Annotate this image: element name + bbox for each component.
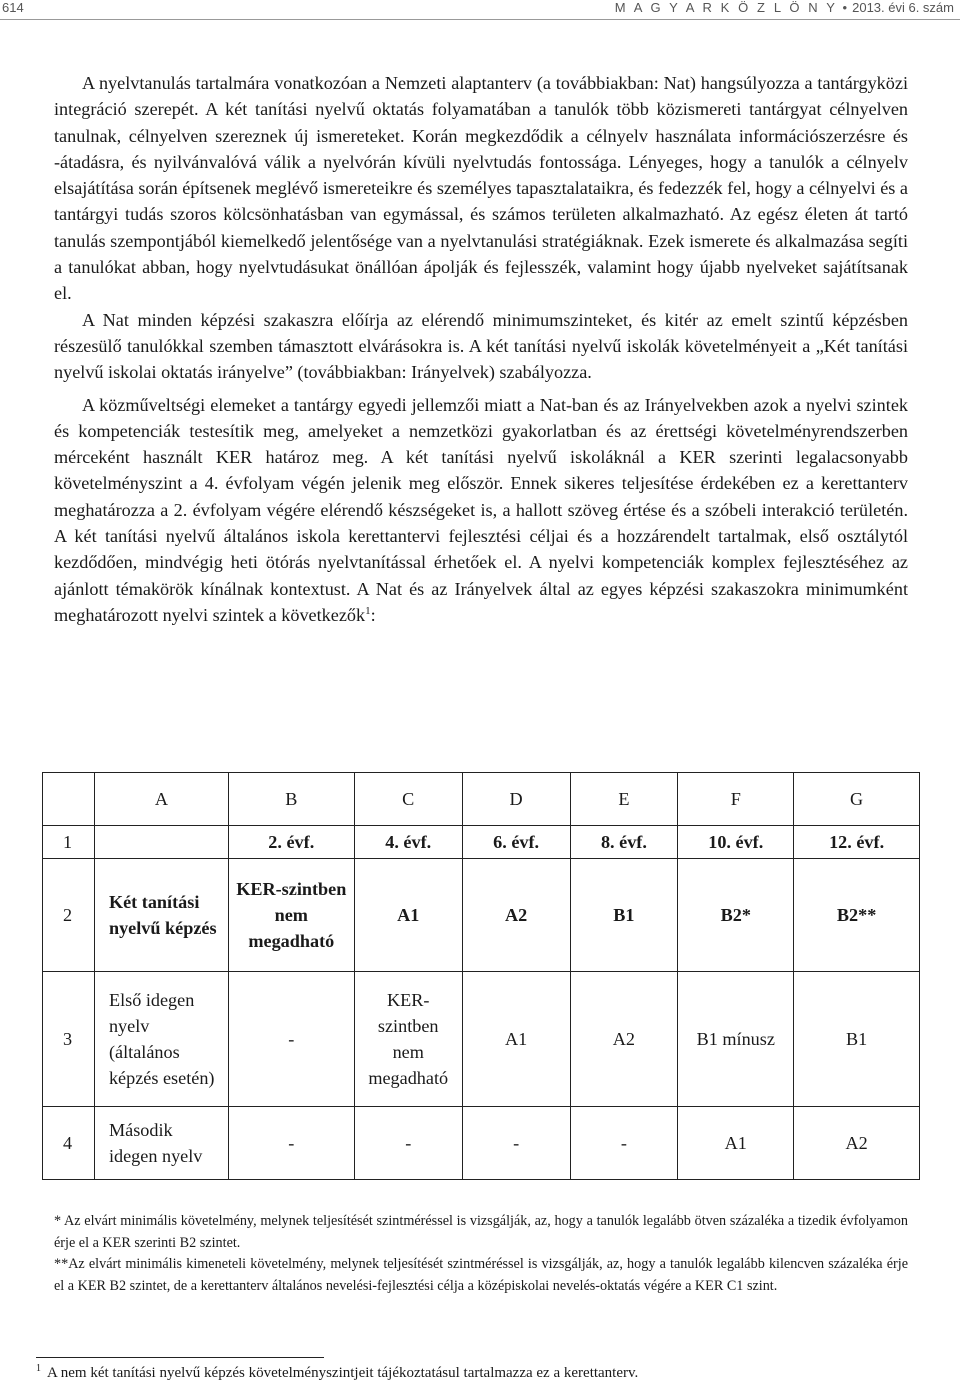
table-cell: 12. évf. (794, 826, 920, 859)
table-cell: A2 (462, 859, 570, 972)
table-cell: - (570, 1107, 678, 1180)
table-notes (54, 1211, 908, 1297)
column-header: G (794, 773, 920, 826)
row-label: Első idegen nyelv (általános képzés esetén) (94, 972, 228, 1107)
table-cell: - (228, 1107, 354, 1180)
body-text (54, 70, 908, 628)
column-header: F (678, 773, 794, 826)
footnote-mark: 1 (36, 1363, 41, 1374)
table-header-row (43, 773, 920, 826)
row-number: 4 (43, 1107, 95, 1180)
table-row (43, 1107, 920, 1180)
column-header: E (570, 773, 678, 826)
footnote-rule (36, 1357, 324, 1358)
footnote (36, 1363, 638, 1383)
row-label: Két tanítási nyelvű képzés (94, 859, 228, 972)
table-cell: 10. évf. (678, 826, 794, 859)
table-row (43, 859, 920, 972)
journal-name: M A G Y A R K Ö Z L Ö N Y (614, 0, 838, 15)
column-header: D (462, 773, 570, 826)
row-number: 3 (43, 972, 95, 1107)
row-label: Második idegen nyelv (94, 1107, 228, 1180)
note-double-star: **Az elvárt minimális kimeneteli követelmény, melynek teljesítését szintméréssel is vizsgálják, az, hogy a tanulók legalább kilencven százaléka érje el a KER B2 szintet, de a kerettanterv általános nevelési-fejlesztési célja a középiskolai nevelés-oktatás végére a KER C1 szint. (54, 1256, 908, 1294)
table-cell: 2. évf. (228, 826, 354, 859)
table-row (43, 826, 920, 859)
column-header: A (94, 773, 228, 826)
table-cell: A2 (794, 1107, 920, 1180)
row-number: 2 (43, 859, 95, 972)
paragraph-3-end: : (370, 604, 376, 625)
page-header (0, 0, 960, 22)
column-header: C (354, 773, 462, 826)
table-cell: A1 (354, 859, 462, 972)
table-cell: KER-szintben nem megadható (228, 859, 354, 972)
table-cell: 8. évf. (570, 826, 678, 859)
table-cell: - (354, 1107, 462, 1180)
table-cell: B2* (678, 859, 794, 972)
language-levels-table (42, 772, 920, 1180)
table-cell: A1 (678, 1107, 794, 1180)
footnote-text: A nem két tanítási nyelvű képzés követelményszintjeit tájékoztatásul tartalmazza ez a kerettanterv. (47, 1365, 639, 1381)
table-row (43, 972, 920, 1107)
footnote-ref: 1 (365, 604, 371, 617)
table-cell: KER-szintben nem megadható (354, 972, 462, 1107)
page-number: 614 (2, 0, 24, 15)
header-rule (0, 19, 960, 20)
paragraph-2: A Nat minden képzési szakaszra előírja az elérendő minimumszinteket, és kitér az emelt szintű képzésben részesülő tanulókkal szemben támasztott elvárásokra is. A két tanítási nyelvű iskolák követelményeit a „Két tanítási nyelvű iskolai oktatás irányelve” (továbbiakban: Irányelvek) szabályozza. (54, 309, 908, 383)
table-corner-cell (43, 773, 95, 826)
table-cell: B1 mínusz (678, 972, 794, 1107)
table-cell: A1 (462, 972, 570, 1107)
note-single-star: * Az elvárt minimális követelmény, melynek teljesítését szintméréssel is vizsgálják, az, hogy a tanulók legalább ötven százaléka a tizedik évfolyamon érje el a KER szerinti B2 szintet. (54, 1213, 908, 1251)
table-cell: 4. évf. (354, 826, 462, 859)
table-cell: - (462, 1107, 570, 1180)
row-number: 1 (43, 826, 95, 859)
paragraph-3-text: A közműveltségi elemeket a tantárgy egyedi jellemzői miatt a Nat-ban és az Irányelvekben azok a nyelvi szintek és kompetenciák testesítik meg, amelyeket a nemzetközi gyakorlatban és az érettségi követelményrendszerben mérceként használt KER határoz meg. A két tanítási nyelvű iskoláknál a KER szerinti legalacsonyabb követelményszint a 4. évfolyam végén jelenik meg először. Ennek sikeres teljesítése érdekében ez a kerettanterv meghatározza a 2. évfolyam végére elérendő készségeket is, a hallott szöveg értése és a szóbeli interakció területén. A két tanítási nyelvű általános iskola kerettantervi fejlesztési céljai és a hozzárendelt tartalmak, első osztálytól kezdődően, mindvégig heti ötórás nyelvtanítással érhetőek el. A nyelvi kompetenciák komplex fejlesztéséhez az ajánlott témakörök kínálnak kontextust. A Nat és az Irányelvek által az egyes képzési szakaszokra minimumként meghatározott nyelvi szintek a következők (54, 394, 908, 625)
table-cell: - (228, 972, 354, 1107)
table-cell: A2 (570, 972, 678, 1107)
table-cell: B1 (570, 859, 678, 972)
paragraph-1: A nyelvtanulás tartalmára vonatkozóan a Nemzeti alaptanterv (a továbbiakban: Nat) hangsúlyozza a tantárgyközi integráció szerepét. A két tanítási nyelvű oktatás folyamatában a tanulók több közismereti tantárgyat célnyelven tanulnak, célnyelven szereznek új ismereteket. Korán megkezdődik a célnyelv használata információszerzésre és -átadásra, és nyilvánvalóvá válik a nyelvórán kívüli nyelvtudás fontossága. Lényeges, hogy a tanulók a célnyelv elsajátítása során építsenek meglévő ismereteikre és személyes tapasztalataikra, és fedezzék fel, hogy a célnyelvi és a tantárgyi tudás szoros kölcsönhatásban van egymással, és számos területen alkalmazható. Az egész életen át tartó tanulás szempontjából kiemelkedő jelentősége van a nyelvtanulási stratégiáknak. Ezek ismerete és alkalmazása segíti a tanulókat abban, hogy nyelvtudásukat önállóan ápolják és fejlesszék, valamint hogy újabb nyelveket sajátítsanak el. (54, 73, 908, 304)
issue-number: 2013. évi 6. szám (852, 0, 954, 15)
bullet-separator: • (842, 0, 848, 15)
journal-title (615, 0, 954, 15)
column-header: B (228, 773, 354, 826)
table-cell: B2** (794, 859, 920, 972)
paragraph-3 (54, 392, 908, 629)
table-cell: B1 (794, 972, 920, 1107)
table-cell (94, 826, 228, 859)
table-cell: 6. évf. (462, 826, 570, 859)
